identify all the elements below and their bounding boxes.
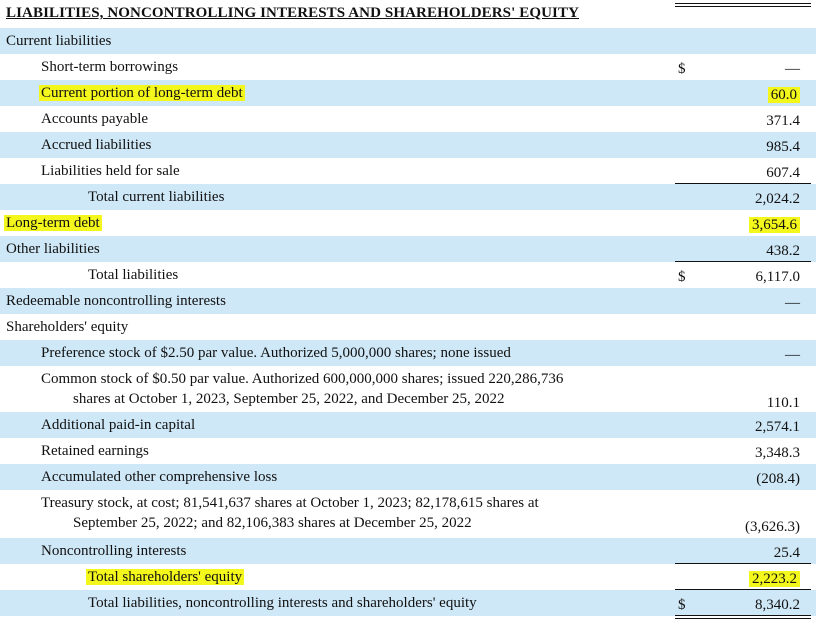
row-value: (208.4)	[756, 471, 800, 487]
row-value: —	[785, 295, 800, 311]
table-header	[0, 0, 816, 28]
row-label: Preference stock of $2.50 par value. Authorized 5,000,000 shares; none issued	[41, 345, 511, 361]
row-label: Total liabilities	[88, 267, 179, 283]
row-label: Liabilities held for sale	[41, 163, 180, 179]
row-accrued-liabilities	[0, 132, 816, 158]
row-liabilities-held-for-sale	[0, 158, 816, 184]
row-value: —	[785, 61, 800, 77]
row-label: Current portion of long-term debt	[41, 85, 243, 101]
total-rule	[675, 618, 811, 619]
dollar-sign: $	[678, 597, 686, 613]
row-value: 60.0	[768, 87, 800, 103]
row-label: Noncontrolling interests	[41, 543, 187, 559]
row-total-current-liabilities	[0, 184, 816, 210]
row-value: 2,024.2	[755, 191, 800, 207]
row-label: Shareholders' equity	[6, 319, 129, 335]
row-label-line1: Treasury stock, at cost; 81,541,637 shares at October 1, 2023; 82,178,615 shares at	[41, 495, 539, 511]
row-label: Accounts payable	[41, 111, 149, 127]
row-value: 3,654.6	[749, 217, 800, 233]
row-label-line2: September 25, 2022; and 82,106,383 shares at December 25, 2022	[73, 515, 472, 531]
row-label: Long-term debt	[6, 215, 100, 231]
row-label: Additional paid-in capital	[41, 417, 196, 433]
row-value: 8,340.2	[755, 597, 800, 613]
row-label: Redeemable noncontrolling interests	[6, 293, 226, 309]
row-value: 2,574.1	[755, 419, 800, 435]
row-label: Accumulated other comprehensive loss	[41, 469, 278, 485]
row-noncontrolling-interests	[0, 538, 816, 564]
row-common-stock	[0, 366, 816, 414]
row-current-portion-ltd	[0, 80, 816, 106]
row-value: 371.4	[766, 113, 800, 129]
row-accounts-payable	[0, 106, 816, 132]
row-label: Accrued liabilities	[41, 137, 152, 153]
row-total-shareholders-equity	[0, 564, 816, 590]
row-treasury-stock	[0, 490, 816, 538]
row-label: Total shareholders' equity	[88, 569, 243, 585]
row-label-line2: shares at October 1, 2023, September 25, 2022, and December 25, 2022	[73, 391, 505, 407]
row-label	[41, 371, 563, 408]
row-current-liabilities	[0, 28, 816, 54]
row-other-liabilities	[0, 236, 816, 262]
row-short-term-borrowings	[0, 54, 816, 80]
row-value: 607.4	[766, 165, 800, 181]
row-redeemable-nci	[0, 288, 816, 314]
row-value: (3,626.3)	[745, 519, 800, 535]
row-value: —	[785, 347, 800, 363]
row-label: Other liabilities	[6, 241, 100, 257]
row-value: 438.2	[766, 243, 800, 259]
row-value: 2,223.2	[749, 571, 800, 587]
row-value: 6,117.0	[755, 269, 800, 285]
row-long-term-debt	[0, 210, 816, 236]
row-label: Total liabilities, noncontrolling interests and shareholders' equity	[88, 595, 477, 611]
row-retained-earnings	[0, 438, 816, 464]
row-value: 25.4	[773, 545, 800, 561]
row-preference-stock	[0, 340, 816, 366]
row-apic	[0, 412, 816, 438]
row-aoci	[0, 464, 816, 490]
dollar-sign: $	[678, 61, 686, 77]
row-total-liabilities-equity	[0, 590, 816, 616]
row-shareholders-equity	[0, 314, 816, 340]
row-value: 110.1	[766, 395, 800, 411]
row-value: 3,348.3	[755, 445, 800, 461]
row-label: Retained earnings	[41, 443, 149, 459]
row-label-line1: Common stock of $0.50 par value. Authorized 600,000,000 shares; issued 220,286,736	[41, 371, 564, 387]
row-label	[41, 495, 539, 532]
row-label: Current liabilities	[6, 33, 112, 49]
total-rule	[675, 615, 811, 616]
header-rule	[675, 3, 811, 4]
dollar-sign: $	[678, 269, 686, 285]
section-title: LIABILITIES, NONCONTROLLING INTERESTS AND SHAREHOLDERS' EQUITY	[6, 5, 580, 21]
row-label: Short-term borrowings	[41, 59, 179, 75]
row-total-liabilities	[0, 262, 816, 288]
row-label: Total current liabilities	[88, 189, 225, 205]
row-value: 985.4	[766, 139, 800, 155]
header-rule	[675, 6, 811, 7]
